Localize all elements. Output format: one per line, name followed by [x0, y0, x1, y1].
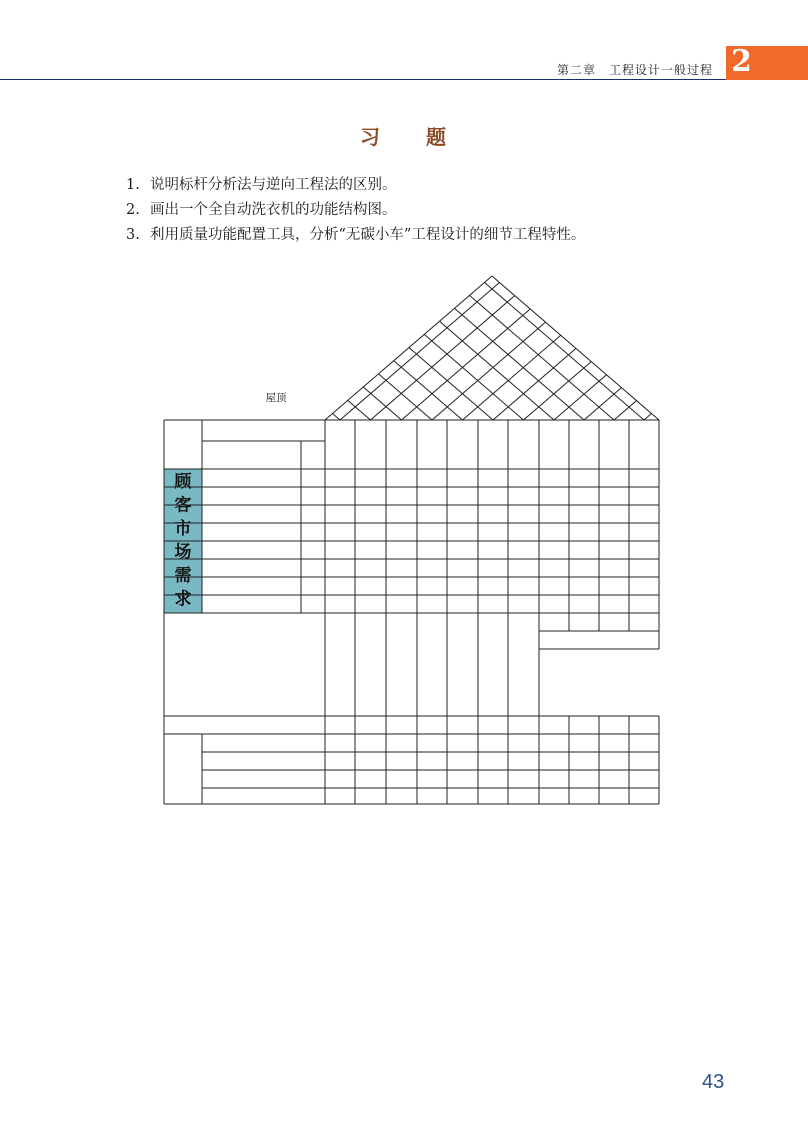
roof-grid-line: [333, 414, 341, 420]
customer-requirements-char: 求: [174, 589, 192, 610]
roof-grid-line: [379, 374, 433, 420]
roof-grid-line: [340, 282, 500, 420]
roof-grid-line: [409, 348, 493, 420]
customer-requirements-char: 顾: [174, 472, 192, 492]
roof-grid-line: [402, 309, 531, 420]
section-title-char-1: 习: [360, 125, 382, 149]
exercise-number: 1.: [126, 177, 140, 193]
exercise-text: 利用质量功能配置工具，分析“无碳小车”工程设计的细节工程特性。: [150, 227, 586, 243]
roof-grid-line: [440, 321, 555, 420]
roof-grid-line: [584, 388, 622, 420]
customer-requirements-char: 需: [174, 566, 192, 586]
chapter-title: 第二章 工程设计一般过程: [556, 63, 713, 77]
matrix-grid: [164, 420, 659, 804]
roof-edge: [492, 276, 659, 420]
customer-requirements-char: 客: [174, 495, 192, 516]
exercise-text: 画出一个全自动洗衣机的功能结构图。: [150, 202, 397, 218]
section-title-char-2: 题: [426, 125, 448, 149]
roof-grid-line: [470, 295, 615, 420]
roof-grid-line: [371, 296, 515, 420]
exercise-number: 3.: [126, 227, 140, 243]
roof-grid-line: [644, 414, 652, 420]
page-number: 43: [702, 1071, 725, 1093]
exercise-number: 2.: [126, 202, 140, 218]
roof-grid-line: [493, 348, 576, 420]
roof-grid-line: [424, 334, 523, 420]
roof-grid-line: [485, 282, 645, 420]
customer-requirements-char: 市: [174, 519, 192, 539]
roof-grid-line: [463, 335, 561, 420]
exercise-text: 说明标杆分析法与逆向工程法的区别。: [150, 177, 397, 193]
roof-grid-line: [394, 361, 463, 420]
roof-grid-line: [363, 387, 401, 420]
roof-grid-line: [432, 322, 546, 420]
chapter-number: 2: [731, 44, 752, 79]
roof-grid: [325, 276, 659, 420]
customer-requirements-char: 场: [174, 542, 192, 563]
roof-grid-line: [524, 362, 592, 420]
roof-edge: [325, 276, 492, 420]
roof-label: 屋顶: [265, 392, 287, 404]
